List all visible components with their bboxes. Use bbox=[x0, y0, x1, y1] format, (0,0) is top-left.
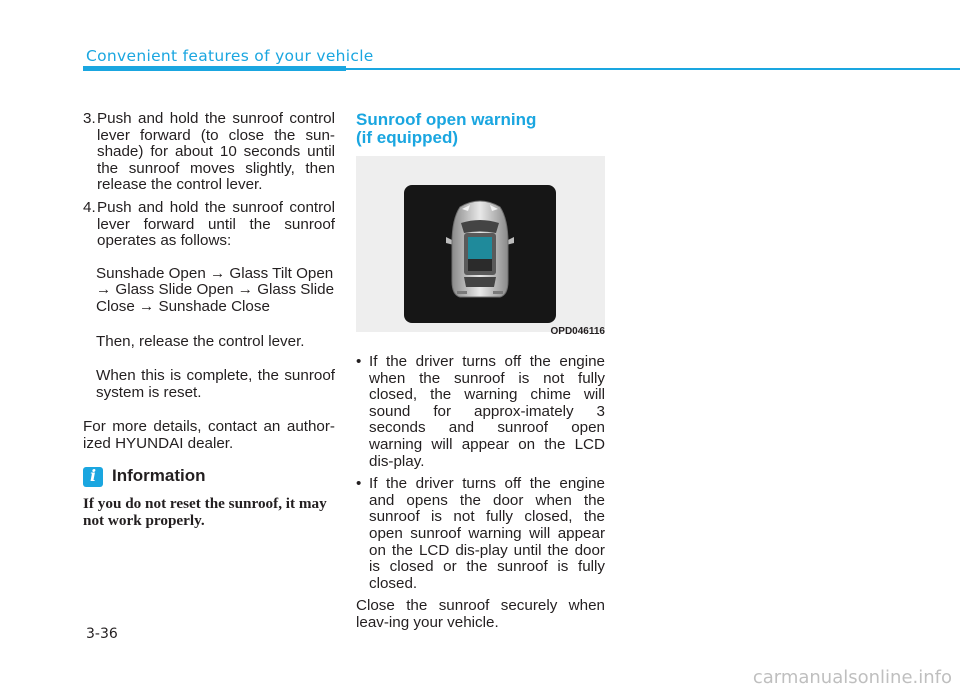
operation-sequence bbox=[96, 266, 335, 316]
step-4 bbox=[83, 200, 335, 250]
closing-note: Close the sunroof securely when leav-ing your vehicle. bbox=[356, 597, 605, 631]
figure-code: OPD046116 bbox=[550, 326, 605, 338]
bullet-item bbox=[356, 354, 605, 470]
reset-complete-note: When this is complete, the sunroof system is reset. bbox=[96, 367, 335, 401]
sequence-line: Sunshade Open → Glass Tilt Open bbox=[96, 264, 334, 282]
left-column bbox=[83, 111, 335, 529]
step-text: Push and hold the sunroof control lever forward (to close the sun-shade) for about 10 seconds until the sunroof moves slightly, then release the control lever. bbox=[97, 110, 335, 194]
release-instruction: Then, release the control lever. bbox=[96, 332, 305, 350]
information-icon: i bbox=[83, 467, 103, 487]
section-title-line-1: Sunroof open warning bbox=[356, 110, 537, 129]
bullet-marker: • bbox=[356, 475, 362, 493]
step-text: Push and hold the sunroof control lever forward until the sunroof operates as follows: bbox=[97, 198, 335, 250]
bullet-item bbox=[356, 476, 605, 592]
information-title: Information bbox=[112, 466, 206, 486]
header-rule bbox=[346, 68, 960, 70]
header-accent-bar bbox=[83, 66, 346, 71]
bullet-marker: • bbox=[356, 353, 362, 370]
sequence-line: → Glass Slide Open → Glass Slide bbox=[96, 281, 335, 299]
section-title-line-2: (if equipped) bbox=[356, 128, 458, 147]
bullet-text: If the driver turns off the engine when the sunroof is not fully closed, the warning chime will sound for approx-imately 3 seconds and sunroof open warning will appear on the LCD dis-play. bbox=[369, 353, 605, 470]
right-column bbox=[356, 111, 605, 650]
step-3 bbox=[83, 111, 335, 194]
page-number: 3-36 bbox=[86, 626, 118, 642]
dealer-contact-note: For more details, contact an author-ized HYUNDAI dealer. bbox=[83, 418, 335, 452]
watermark: carmanualsonline.info bbox=[752, 667, 952, 688]
sunroof-warning-figure bbox=[356, 156, 605, 338]
section-header-title: Convenient features of your vehicle bbox=[86, 47, 374, 65]
step-number: 4. bbox=[83, 198, 96, 216]
information-header bbox=[83, 467, 335, 487]
lcd-screen bbox=[404, 185, 556, 323]
car-top-view-icon bbox=[404, 185, 556, 323]
information-text: If you do not reset the sunroof, it may not work properly. bbox=[83, 494, 327, 529]
sequence-line: Close → Sunshade Close bbox=[96, 297, 270, 315]
warning-bullets bbox=[356, 354, 605, 592]
section-title bbox=[356, 111, 605, 147]
step-number: 3. bbox=[83, 110, 96, 127]
bullet-text: If the driver turns off the engine and opens the door when the sunroof is not fully closed, the open sunroof warning will appear on the LCD dis-play until the door is closed or the sunroof is fully closed. bbox=[369, 475, 605, 592]
